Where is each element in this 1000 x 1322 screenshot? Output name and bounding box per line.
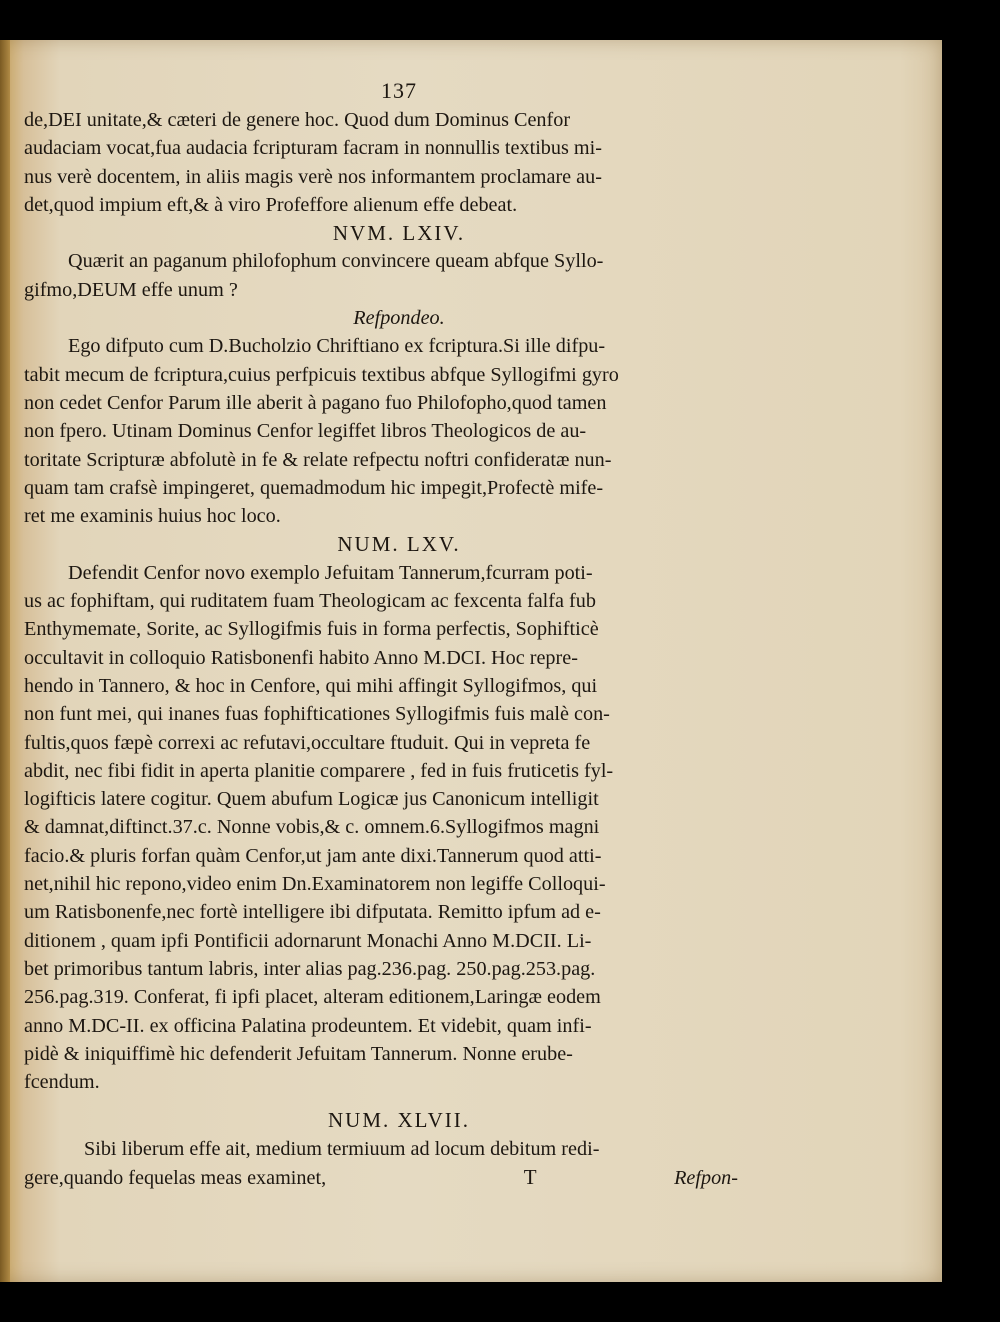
text-line: occultavit in colloquio Ratisbonenfi habito Anno M.DCI. Hoc repre- [24, 646, 578, 669]
respondeo-heading: Refpondeo. [353, 307, 445, 330]
text-line: Quærit an paganum philofophum convincere queam abfque Syllo- [68, 250, 604, 273]
catchword: Refpon- [674, 1166, 738, 1189]
section-heading-47: NUM. XLVII. [328, 1108, 470, 1133]
text-line: 256.pag.319. Conferat, fi ipfi placet, alteram editionem,Laringæ eodem [24, 986, 601, 1009]
text-line: um Ratisbonenfe,nec fortè intelligere ibi difputata. Remitto ipfum ad e- [24, 901, 601, 924]
text-line: logifticis latere cogitur. Quem abufum Logicæ jus Canonicum intelligit [24, 788, 599, 811]
page-binding-edge [0, 40, 10, 1282]
text-line: Sibi liberum effe ait, medium termiuum ad locum debitum redi- [84, 1137, 600, 1160]
text-line: ret me examinis huius hoc loco. [24, 505, 281, 528]
text-line: & damnat,diftinct.37.c. Nonne vobis,& c. omnem.6.Syllogifmos magni [24, 816, 600, 839]
paragraph-top [24, 106, 774, 219]
book-page [0, 40, 942, 1282]
text-line: fcendum. [24, 1071, 100, 1094]
text-line: de,DEI unitate,& cæteri de genere hoc. Quod dum Dominus Cenfor [24, 109, 571, 131]
section-heading-64: NVM. LXIV. [332, 221, 466, 246]
text-line: fultis,quos fæpè correxi ac refutavi,occultare ftuduit. Qui in vepreta fe [24, 731, 591, 754]
text-line: ditionem , quam ipfi Pontificii adornarunt Monachi Anno M.DCII. Li- [24, 929, 592, 952]
text-line: net,nihil hic repono,video enim Dn.Examinatorem non legiffe Colloqui- [24, 873, 606, 896]
text-line: Defendit Cenfor novo exemplo Jefuitam Tannerum,fcurram poti- [68, 561, 593, 584]
text-line: audaciam vocat,fua audacia fcripturam facram in nonnullis textibus mi- [24, 137, 602, 160]
text-line: toritate Scripturæ abfolutè in fe & relate refpectu noftri confideratæ nun- [24, 448, 612, 471]
text-line: facio.& pluris forfan quàm Cenfor,ut jam ante dixi.Tannerum quod atti- [24, 844, 602, 867]
answer-64 [24, 332, 774, 530]
text-line: Enthymemate, Sorite, ac Syllogifmis fuis in forma perfectis, Sophifticè [24, 618, 599, 641]
question-64 [24, 247, 774, 304]
page-footer-line [24, 1163, 774, 1192]
text-line: non cedet Cenfor Parum ille aberit à pagano fuo Philofopho,quod tamen [24, 391, 607, 414]
text-line: pidè & iniquiffimè hic defenderit Jefuitam Tannerum. Nonne erube- [24, 1042, 573, 1065]
last-text-line: gere,quando fequelas meas examinet, [24, 1166, 327, 1189]
text-line: bet primoribus tantum labris, inter alias pag.236.pag. 250.pag.253.pag. [24, 957, 596, 980]
text-line: us ac fophiftam, qui ruditatem fuam Theologicam ac fexcenta falfa fub [24, 590, 596, 613]
text-line: gifmo,DEUM effe unum ? [24, 278, 238, 301]
text-65 [24, 559, 774, 1097]
text-line: quam tam crafsè impingeret, quemadmodum hic impegit,Profectè mife- [24, 476, 604, 499]
text-line: nus verè docentem, in aliis magis verè nos informantem proclamare au- [24, 165, 602, 188]
text-line: non fpero. Utinam Dominus Cenfor legiffet libros Theologicos de au- [24, 420, 587, 443]
text-line: tabit mecum de fcriptura,cuius perfpicuis textibus abfque Syllogifmi gyro [24, 363, 619, 386]
text-line: abdit, nec fibi fidit in aperta planitie comparere , fed in fuis fruticetis fyl- [24, 759, 614, 782]
text-line: hendo in Tannero, & hoc in Cenfore, qui mihi affingit Syllogifmos, qui [24, 674, 598, 697]
spacer [24, 1096, 774, 1106]
page-number: 137 [381, 78, 417, 103]
text-line: Ego difputo cum D.Bucholzio Chriftiano ex fcriptura.Si ille difpu- [68, 335, 606, 358]
section-heading-65: NUM. LXV. [337, 532, 461, 557]
text-line: non funt mei, qui inanes fuas fophifticationes Syllogifmis fuis malè con- [24, 703, 610, 726]
text-47 [24, 1135, 774, 1163]
signature-mark: T [523, 1164, 537, 1189]
text-line: det,quod impium eft,& à viro Profeffore alienum effe debeat. [24, 193, 518, 216]
text-line: anno M.DC-II. ex officina Palatina prodeuntem. Et videbit, quam infi- [24, 1014, 592, 1037]
page-text-block [24, 80, 774, 1192]
